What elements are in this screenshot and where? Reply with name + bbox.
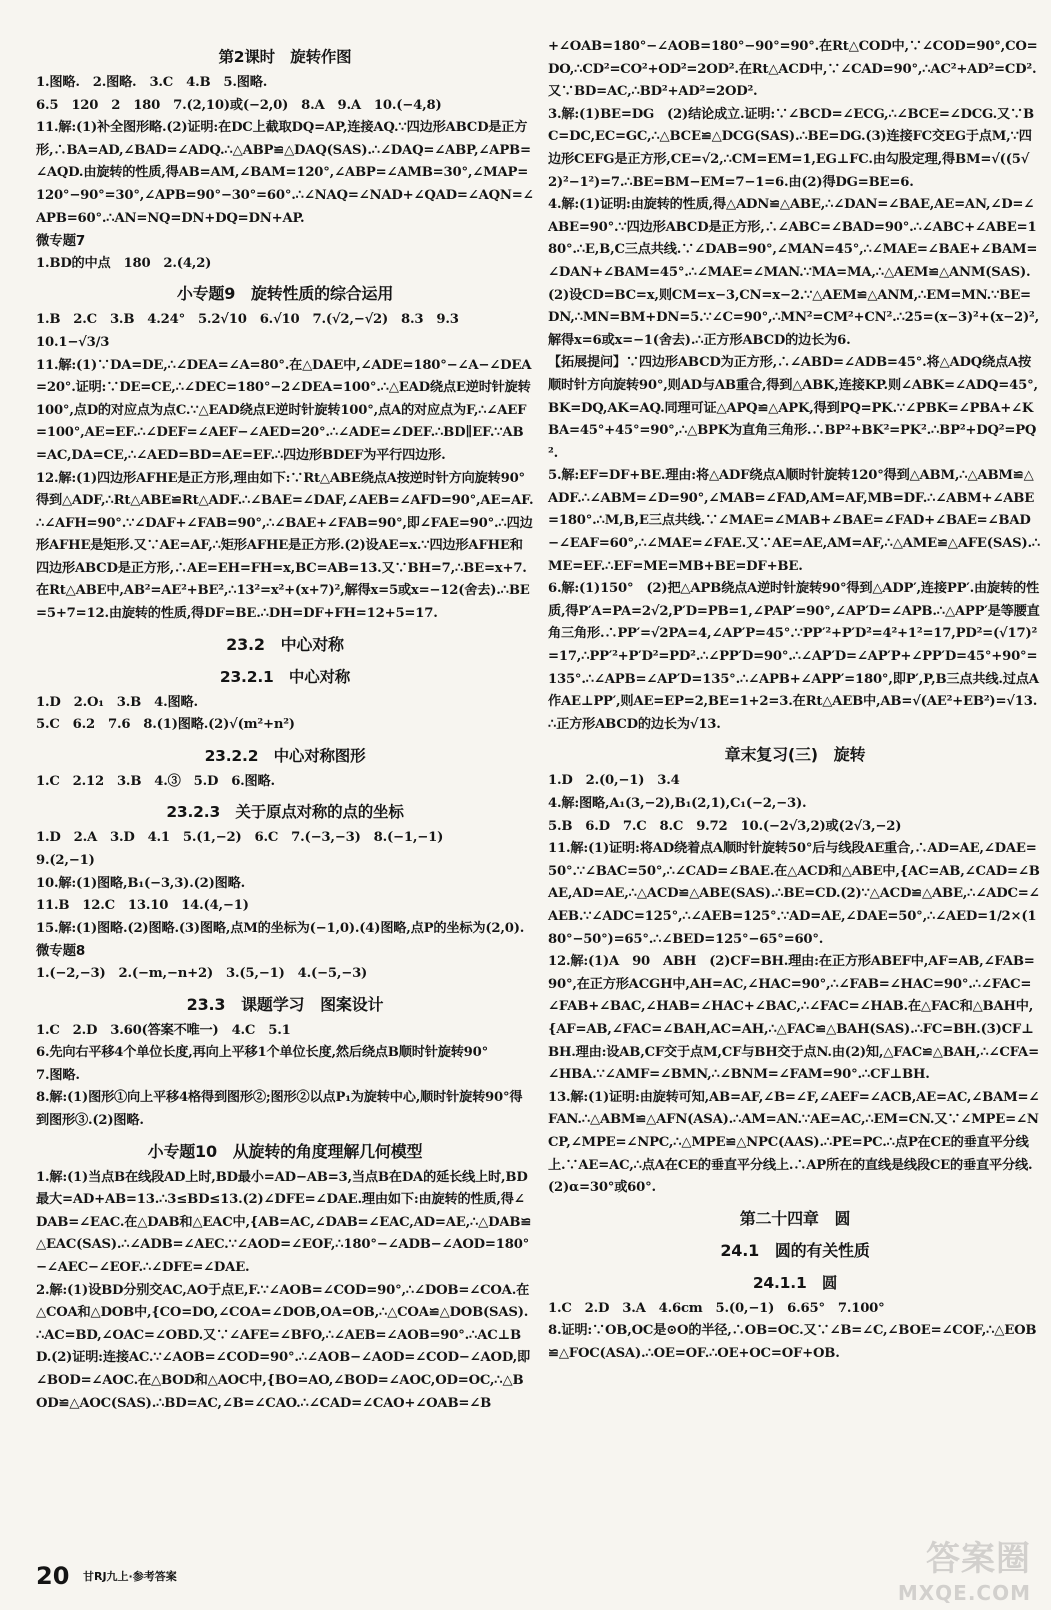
answer-line: 1.D 2.O₁ 3.B 4.图略. xyxy=(36,694,198,710)
answer-line: 6.解:(1)150° (2)把△APB绕点A逆时针旋转90°得到△ADP′,连接PP′.由旋转的性质,得P′A=PA=2√2,P′D=PB=1,∠PAP′=90°,∠AP′D=∠APB.∴△APP′是等腰直角三角形.∴PP′=√2PA=4,∠AP′P=45°.∵PP′²+P′D²=4²+1²=17,PD²=(√17)²=17,∴PP′²+P′D²=PD².∴∠PP′D=90°.∴∠AP′D=∠AP′P+∠PP′D=45°+90°=135°.∴∠APB=∠AP′D=135°.∴∠APB+∠APP′=180°,即P′,P,B三点共线.过点A作AE⊥PP′,则AE=EP=2,BE=1+2=3.在Rt△AEB中,AB=√(AE²+EB²)=√13.∴正方形ABCD的边长为√13. xyxy=(548,581,1040,732)
answer-line: 1.C 2.D 3.A 4.6cm 5.(0,−1) 6.65° 7.100° xyxy=(548,1300,885,1316)
right-column xyxy=(548,36,1042,1365)
answer-line: 8.证明:∵OB,OC是⊙O的半径,∴OB=OC.又∵∠B=∠C,∠BOE=∠COF,∴△EOB≌△FOC(ASA).∴OE=OF.∴OE+OC=OF+OB. xyxy=(548,1323,1037,1361)
answer-line: 9.(2,−1) xyxy=(36,853,95,869)
answer-line: 5.解:EF=DF+BE.理由:将△ADF绕点A顺时针旋转120°得到△ABM,∴△ABM≌△ADF.∴∠ABM=∠D=90°,∠MAB=∠FAD,AM=AF,MB=DF.∴∠ABM+∠ABE=180°.∴M,B,E三点共线.∵∠MAE=∠MAB+∠BAE=∠FAD+∠BAE=∠BAD−∠EAF=60°,∴∠MAE=∠FAE.又∵AE=AE,AM=AF,∴△AME≌△AFE(SAS).∴ME=EF.∴EF=ME=MB+BE=DF+BE. xyxy=(548,468,1041,574)
subsection-heading: 24.1.1 圆 xyxy=(752,1273,838,1292)
answer-line: 1.C 2.12 3.B 4.③ 5.D 6.图略. xyxy=(36,773,275,789)
answer-line: +∠OAB=180°−∠AOB=180°−90°=90°.在Rt△COD中,∵∠COD=90°,CO=DO,∴CD²=CO²+OD²=2OD².在Rt△ACD中,∵∠CAD=90°,∴AC²+AD²=CD².又∵BD=AC,∴BD²+AD²=2OD². xyxy=(548,39,1038,100)
answer-line: 7.图略. xyxy=(36,1067,80,1083)
section-heading: 小专题10 从旋转的角度理解几何模型 xyxy=(147,1141,423,1161)
subsection-heading: 23.2.1 中心对称 xyxy=(219,667,351,686)
answer-line: 3.解:(1)BE=DG (2)结论成立.证明:∵∠BCD=∠ECG,∴∠BCE=∠DCG.又∵BC=DC,EC=GC,∴△BCE≌△DCG(SAS).∴BE=DG.(3)连接FC交EG于点M,∵四边形CEFG是正方形,CE=√2,∴CM=EM=1,EG⊥FC.由勾股定理,得BM=√((5√2)²−1²)=7.∴BE=BM−EM=7−1=6.由(2)得DG=BE=6. xyxy=(548,106,1034,190)
answer-line: 5.C 6.2 7.6 8.(1)图略.(2)√(m²+n²) xyxy=(36,717,295,733)
answer-line: 1.B 2.C 3.B 4.24° 5.2√10 6.√10 7.(√2,−√2) 8.3 9.3 xyxy=(36,312,459,328)
left-column xyxy=(36,38,534,1415)
section-heading: 章末复习(三) 旋转 xyxy=(724,745,866,765)
subsection-heading: 23.2.2 中心对称图形 xyxy=(204,746,366,765)
answer-line: 11.解:(1)∵DA=DE,∴∠DEA=∠A=80°.在△DAE中,∠ADE=180°−∠A−∠DEA=20°.证明:∵DE=CE,∴∠DEC=180°−2∠DEA=100°.∴△EAD绕点E逆时针旋转100°,点D的对应点为点C.∵△EAD绕点E逆时针旋转100°,点A的对应点为F,∴∠AEF=100°,AE=EF.∴∠DEF=∠AEF−∠AED=20°.∴∠ADE=∠DEF.∴BD∥EF.∵AB=AC,DA=CE,∴∠AED=BD=AE=EF.∴四边形BDEF为平行四边形. xyxy=(36,357,532,463)
footer-label: 甘RJ九上·参考答案 xyxy=(82,1570,177,1583)
subsection-heading: 23.2.3 关于原点对称的点的坐标 xyxy=(166,803,404,822)
answer-line: 8.解:(1)图形①向上平移4格得到图形②;图形②以点P₁为旋转中心,顺时针旋转90°得到图形③.(2)图略. xyxy=(36,1090,523,1128)
answer-line: 2.解:(1)设BD分别交AC,AO于点E,F.∵∠AOB=∠COD=90°,∴∠DOB=∠COA.在△COA和△DOB中,{CO=DO,∠COA=∠DOB,OA=OB,∴△COA≌△DOB(SAS).∴AC=BD,∠OAC=∠OBD.又∵∠AFE=∠BFO,∴∠AEB=∠AOB=90°.∴AC⊥BD.(2)证明:连接AC.∵∠AOB=∠COD=90°.∴∠AOB−∠AOD=∠COD−∠AOD,即∠BOD=∠AOC.在△BOD和△AOC中,{BO=AO,∠BOD=∠AOC,OD=OC,∴△BOD≌△AOC(SAS).∴BD=AC,∠B=∠CAO.∴∠CAD=∠CAO+∠OAB=∠B xyxy=(36,1282,530,1411)
answer-line: 15.解:(1)图略.(2)图略.(3)图略,点M的坐标为(−1,0).(4)图略,点P的坐标为(2,0). xyxy=(36,920,525,936)
answer-line: 11.解:(1)补全图形略.(2)证明:在DC上截取DQ=AP,连接AQ.∵四边形ABCD是正方形,∴BA=AD,∠BAD=∠ADQ.∴△ABP≌△DAQ(SAS).∴∠DAQ=∠ABP,∠APB=∠AQD.由旋转的性质,得AB=AM,∠BAM=120°,∠ABP=∠AMB=30°,∠MAP=120°−90°=30°,∠APB=90°−30°=60°.∴∠NAQ=∠NAD+∠QAD=∠AQN=∠APB=60°.∴AN=NQ=DN+DQ=DN+AP. xyxy=(36,120,534,226)
answer-line: 11.B 12.C 13.10 14.(4,−1) xyxy=(36,898,249,914)
answer-line: 1.图略. 2.图略. 3.C 4.B 5.图略. xyxy=(36,75,268,90)
answer-line: 5.B 6.D 7.C 8.C 9.72 10.(−2√3,2)或(2√3,−2) xyxy=(548,818,902,834)
answer-line: 12.解:(1)四边形AFHE是正方形,理由如下:∵Rt△ABE绕点A按逆时针方向旋转90°得到△ADF,∴Rt△ABE≌Rt△ADF.∴∠BAE=∠DAF,∠AEB=∠AFD=90°,AE=AF.∴∠AFH=90°.∵∠DAF+∠FAB=90°,∴∠BAE+∠FAB=90°,即∠FAE=90°.∴四边形AFHE是矩形.又∵AE=AF,∴矩形AFHE是正方形.(2)设AE=x.∵四边形AFHE和四边形ABCD是正方形,∴AE=EH=FH=x,BC=AB=13.又∵BH=7,∴BE=x+7.在Rt△ABE中,AB²=AE²+BE²,∴13²=x²+(x+7)²,解得x=5或x=−12(舍去).∴BE=5+7=12.由旋转的性质,得DF=BE.∴DH=DF+FH=12+5=17. xyxy=(36,470,534,622)
answer-line: 1.解:(1)当点B在线段AD上时,BD最小=AD−AB=3,当点B在DA的延长线上时,BD最大=AD+AB=13.∴3≤BD≤13.(2)∠DFE=∠DAE.理由如下:由旋转的性质,得∠DAB=∠EAC.在△DAB和△EAC中,{AB=AC,∠DAB=∠EAC,AD=AE,∴△DAB≌△EAC(SAS).∴∠ADB=∠AEC.∵∠AOD=∠EOF,∴180°−∠ADB−∠AOD=180°−∠AEC−∠EOF.∴∠DFE=∠DAE. xyxy=(36,1169,532,1275)
answer-line: 13.解:(1)证明:由旋转可知,AB=AF,∠B=∠F,∠AEF=∠ACB,AE=AC,∠BAM=∠FAN.∴△ABM≌△AFN(ASA).∴AM=AN.∵AE=AC,∴EM=CN.又∵∠MPE=∠NCP,∠MPE=∠NPC,∴△MPE≌△NPC(AAS).∴PE=PC.∴点P在CE的垂直平分线上.∵AE=AC,∴点A在CE的垂直平分线上.∴AP所在的直线是线段CE的垂直平分线.(2)α=30°或60°. xyxy=(548,1089,1040,1196)
answer-line: 1.D 2.A 3.D 4.1 5.(1,−2) 6.C 7.(−3,−3) 8.(−1,−1) xyxy=(36,830,444,846)
answer-line: 10.1−√3/3 xyxy=(36,334,110,350)
answer-line: 4.解:图略,A₁(3,−2),B₁(2,1),C₁(−2,−3). xyxy=(548,796,807,811)
answer-line: 1.C 2.D 3.60(答案不唯一) 4.C 5.1 xyxy=(36,1022,291,1038)
section-heading: 小专题9 旋转性质的综合运用 xyxy=(176,284,394,304)
section-heading: 23.3 课题学习 图案设计 xyxy=(186,994,384,1014)
answer-line: 6.5 120 2 180 7.(2,10)或(−2,0) 8.A 9.A 10.(−4,8) xyxy=(36,97,442,113)
page-number: 20 xyxy=(36,1562,70,1590)
watermark-text: 答案圈 xyxy=(926,1539,1031,1579)
watermark-url: MXQE.COM xyxy=(897,1581,1031,1605)
section-heading: 23.2 中心对称 xyxy=(226,634,344,654)
section-heading: 24.1 圆的有关性质 xyxy=(720,1240,870,1260)
chapter-heading: 第二十四章 圆 xyxy=(739,1208,851,1228)
answer-line: 12.解:(1)A 90 ABH (2)CF=BH.理由:在正方形ABEF中,AF=AB,∠FAB=90°,在正方形ACGH中,AH=AC,∠HAC=90°,∴∠FAB=∠HAC=90°.∴∠FAC=∠FAB+∠BAC,∠HAB=∠HAC+∠BAC,∴∠FAC=∠HAB.在△FAC和△BAH中,{AF=AB,∠FAC=∠BAH,AC=AH,∴△FAC≌△BAH(SAS).∴FC=BH.(3)CF⊥BH.理由:设AB,CF交于点M,CF与BH交于点N.由(2)知,△FAC≌△BAH,∴∠CFA=∠HBA.∵∠AMF=∠BMN,∴∠BNM=∠FAM=90°.∴CF⊥BH. xyxy=(548,954,1039,1083)
answer-line: 6.先向右平移4个单位长度,再向上平移1个单位长度,然后绕点B顺时针旋转90° xyxy=(36,1045,489,1061)
answer-line: 1.BD的中点 180 2.(4,2) xyxy=(36,255,212,271)
answer-line: 1.(−2,−3) 2.(−m,−n+2) 3.(5,−1) 4.(−5,−3) xyxy=(36,966,368,981)
answer-line: 11.解:(1)证明:将AD绕着点A顺时针旋转50°后与线段AE重合,∴AD=AE,∠DAE=50°.∵∠BAC=50°,∴∠CAD=∠BAE.在△ACD和△ABE中,{AC=AB,∠CAD=∠BAE,AD=AE,∴△ACD≌△ABE(SAS).∴BE=CD.(2)∵△ACD≌△ABE,∴∠ADC=∠AEB.∵∠ADC=125°,∴∠AEB=125°.∵AD=AE,∠DAE=50°,∴∠AED=1/2×(180°−50°)=65°.∴∠BED=125°−65°=60°. xyxy=(548,841,1040,947)
answer-line: 10.解:(1)图略,B₁(−3,3).(2)图略. xyxy=(36,875,246,891)
answer-line: 4.解:(1)证明:由旋转的性质,得△ADN≌△ABE,∴∠DAN=∠BAE,AE=AN,∠D=∠ABE=90°.∵四边形ABCD是正方形,∴∠ABC=∠BAD=90°.∴∠ABC+∠ABE=180°.∴E,B,C三点共线.∵∠DAB=90°,∠MAN=45°,∴∠MAE=∠BAE+∠BAM=∠DAN+∠BAM=45°.∴∠MAE=∠MAN.∵MA=MA,∴△AEM≌△ANM(SAS).(2)设CD=BC=x,则CM=x−3,CN=x−2.∵△AEM≌△ANM,∴EM=MN.∵BE=DN,∴MN=BM+DN=5.∵∠C=90°,∴MN²=CM²+CN².∴25=(x−3)²+(x−2)²,解得x=6或x=−1(舍去).∴正方形ABCD的边长为6. xyxy=(548,197,1039,348)
answer-line: 【拓展提问】∵四边形ABCD为正方形,∴∠ABD=∠ADB=45°.将△ADQ绕点A按顺时针方向旋转90°,则AD与AB重合,得到△ABK,连接KP.则∠ABK=∠ADQ=45°,BK=DQ,AK=AQ.同理可证△APQ≌△APK,得到PQ=PK.∵∠PBK=∠PBA+∠KBA=45°+45°=90°,∴△BPK为直角三角形.∴BP²+BK²=PK².∴BP²+DQ²=PQ². xyxy=(548,355,1038,461)
section-heading: 第2课时 旋转作图 xyxy=(218,48,352,66)
mini-topic-heading: 微专题8 xyxy=(36,943,86,960)
answer-line: 1.D 2.(0,−1) 3.4 xyxy=(548,773,680,789)
page-footer xyxy=(36,1562,177,1590)
mini-topic-heading: 微专题7 xyxy=(36,233,86,250)
